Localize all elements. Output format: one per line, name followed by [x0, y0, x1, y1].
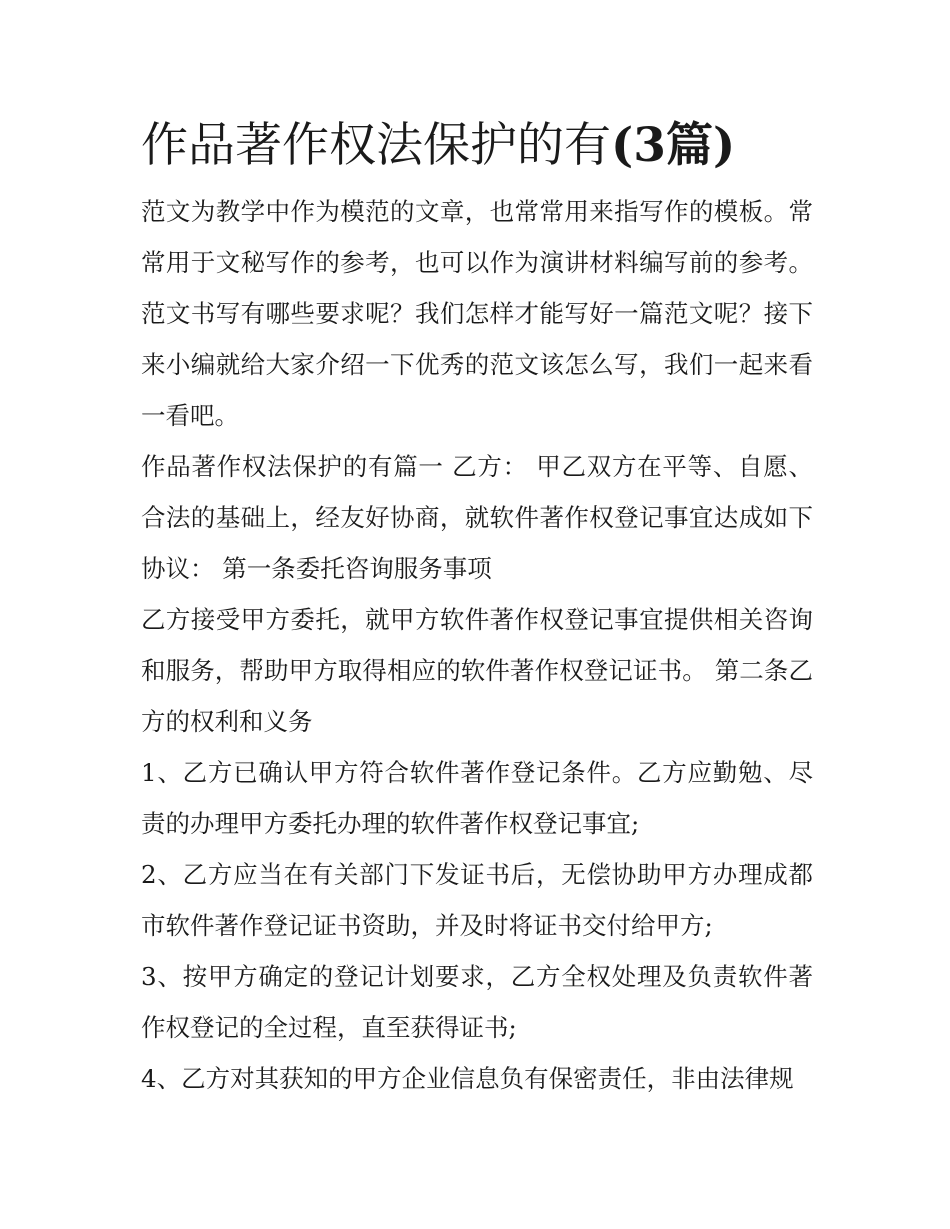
clause-3-paragraph: 3、按甲方确定的登记计划要求，乙方全权处理及负责软件著作权登记的全过程，直至获得证书; [141, 962, 813, 1042]
clause-4-paragraph: 4、乙方对其获知的甲方企业信息负有保密责任，非由法律规 [141, 1064, 794, 1093]
article-one-paragraph: 乙方接受甲方委托，就甲方软件著作权登记事宜提供相关咨询和服务，帮助甲方取得相应的软件著作权登记证书。 第二条乙方的权利和义务 [141, 605, 813, 736]
title-text: 作品著作权法保护的有 [141, 118, 611, 173]
document-title [141, 112, 813, 180]
document-page [141, 112, 813, 1104]
clause-2-paragraph: 2、乙方应当在有关部门下发证书后，无偿协助甲方办理成都市软件著作登记证书资助，并及时将证书交付给甲方; [141, 860, 813, 940]
title-suffix: (3篇) [611, 118, 736, 173]
section-one-paragraph: 作品著作权法保护的有篇一 乙方： 甲乙双方在平等、自愿、合法的基础上，经友好协商，就软件著作权登记事宜达成如下协议： 第一条委托咨询服务事项 [141, 452, 813, 583]
intro-paragraph: 范文为教学中作为模范的文章，也常常用来指写作的模板。常常用于文秘写作的参考，也可以作为演讲材料编写前的参考。范文书写有哪些要求呢？我们怎样才能写好一篇范文呢？接下来小编就给大家介绍一下优秀的范文该怎么写，我们一起来看一看吧。 [141, 197, 813, 430]
clause-1-paragraph: 1、乙方已确认甲方符合软件著作登记条件。乙方应勤勉、尽责的办理甲方委托办理的软件著作权登记事宜; [141, 758, 813, 838]
